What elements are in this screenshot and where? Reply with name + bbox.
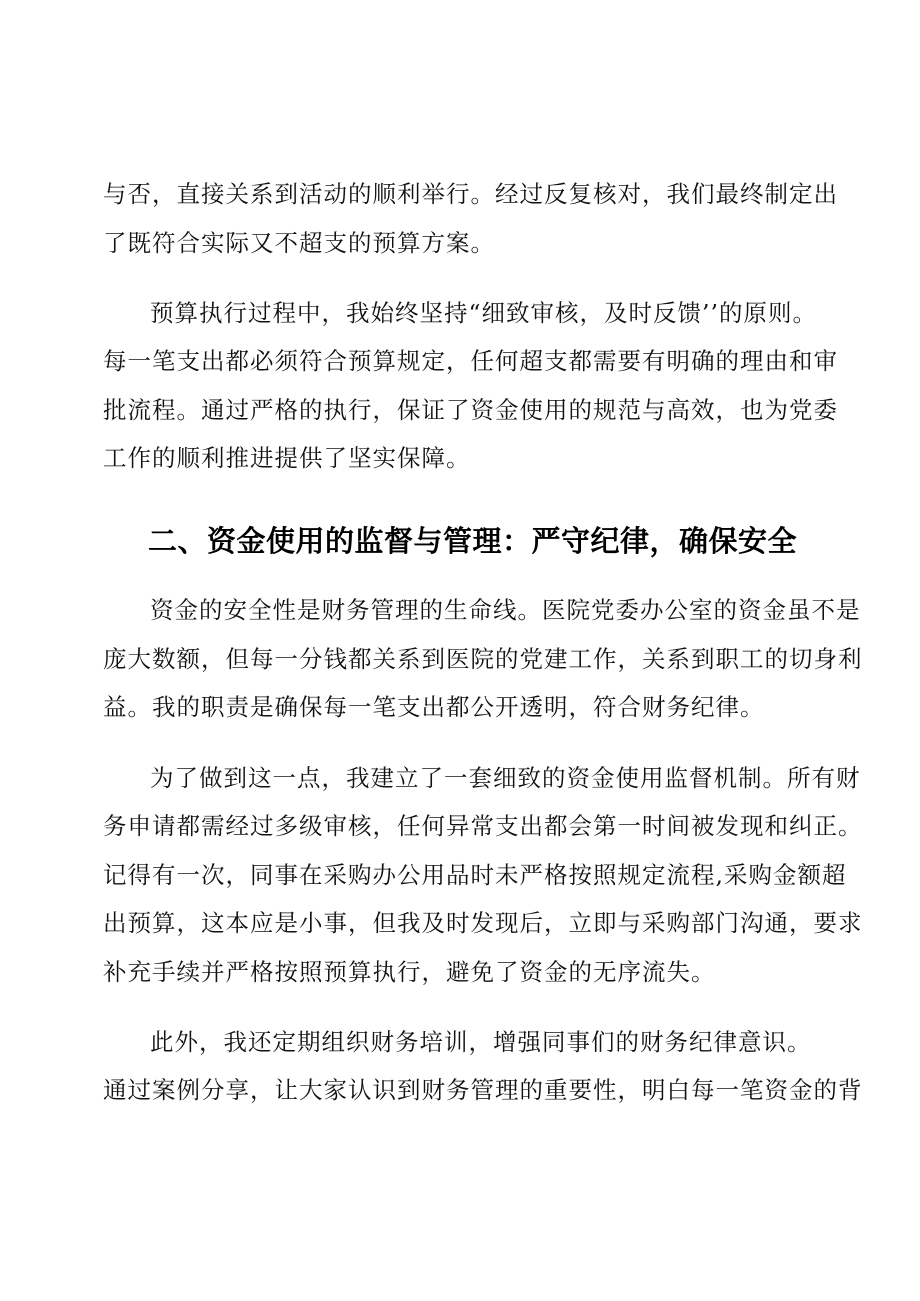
paragraph-2-line-3: 批流程。通过严格的执行，保证了资金使用的规范与高效，也为党委: [103, 396, 838, 424]
paragraph-5-line-1: 此外，我还定期组织财务培训，增强同事们的财务纪律意识。: [150, 1028, 812, 1056]
paragraph-1-line-2: 了既符合实际又不超支的预算方案。: [103, 229, 495, 257]
paragraph-4-line-5: 补充手续并严格按照预算执行，避免了资金的无序流失。: [103, 958, 716, 986]
paragraph-5-line-2: 通过案例分享，让大家认识到财务管理的重要性，明白每一笔资金的背: [103, 1076, 863, 1104]
paragraph-4-line-4: 出预算，这本应是小事，但我及时发现后，立即与采购部门沟通，要求: [103, 909, 863, 937]
paragraph-2-line-2: 每一笔支出都必须符合预算规定，任何超支都需要有明确的理由和审: [103, 347, 838, 375]
paragraph-3-line-2: 庞大数额，但每一分钱都关系到医院的党建工作，关系到职工的切身利: [103, 645, 863, 673]
paragraph-4-line-2: 务申请都需经过多级审核，任何异常支出都会第一时间被发现和纠正。: [103, 812, 863, 840]
paragraph-4-line-3: 记得有一次，同事在采购办公用品时未严格按照规定流程,采购金额超: [103, 861, 847, 889]
paragraph-4-line-1: 为了做到这一点，我建立了一套细致的资金使用监督机制。所有财: [150, 764, 861, 792]
paragraph-3-line-1: 资金的安全性是财务管理的生命线。医院党委办公室的资金虽不是: [150, 596, 861, 624]
paragraph-2-line-1: 预算执行过程中，我始终坚持“细致审核，及时反馈’’的原则。: [150, 299, 817, 327]
paragraph-3-line-3: 益。我的职责是确保每一笔支出都公开透明，符合财务纪律。: [103, 693, 765, 721]
section-heading: 二、资金使用的监督与管理：严守纪律，确保安全: [148, 524, 798, 558]
paragraph-2-line-4: 工作的顺利推进提供了坚实保障。: [103, 444, 471, 472]
paragraph-1-line-1: 与否，直接关系到活动的顺利举行。经过反复核对，我们最终制定出: [103, 180, 838, 208]
